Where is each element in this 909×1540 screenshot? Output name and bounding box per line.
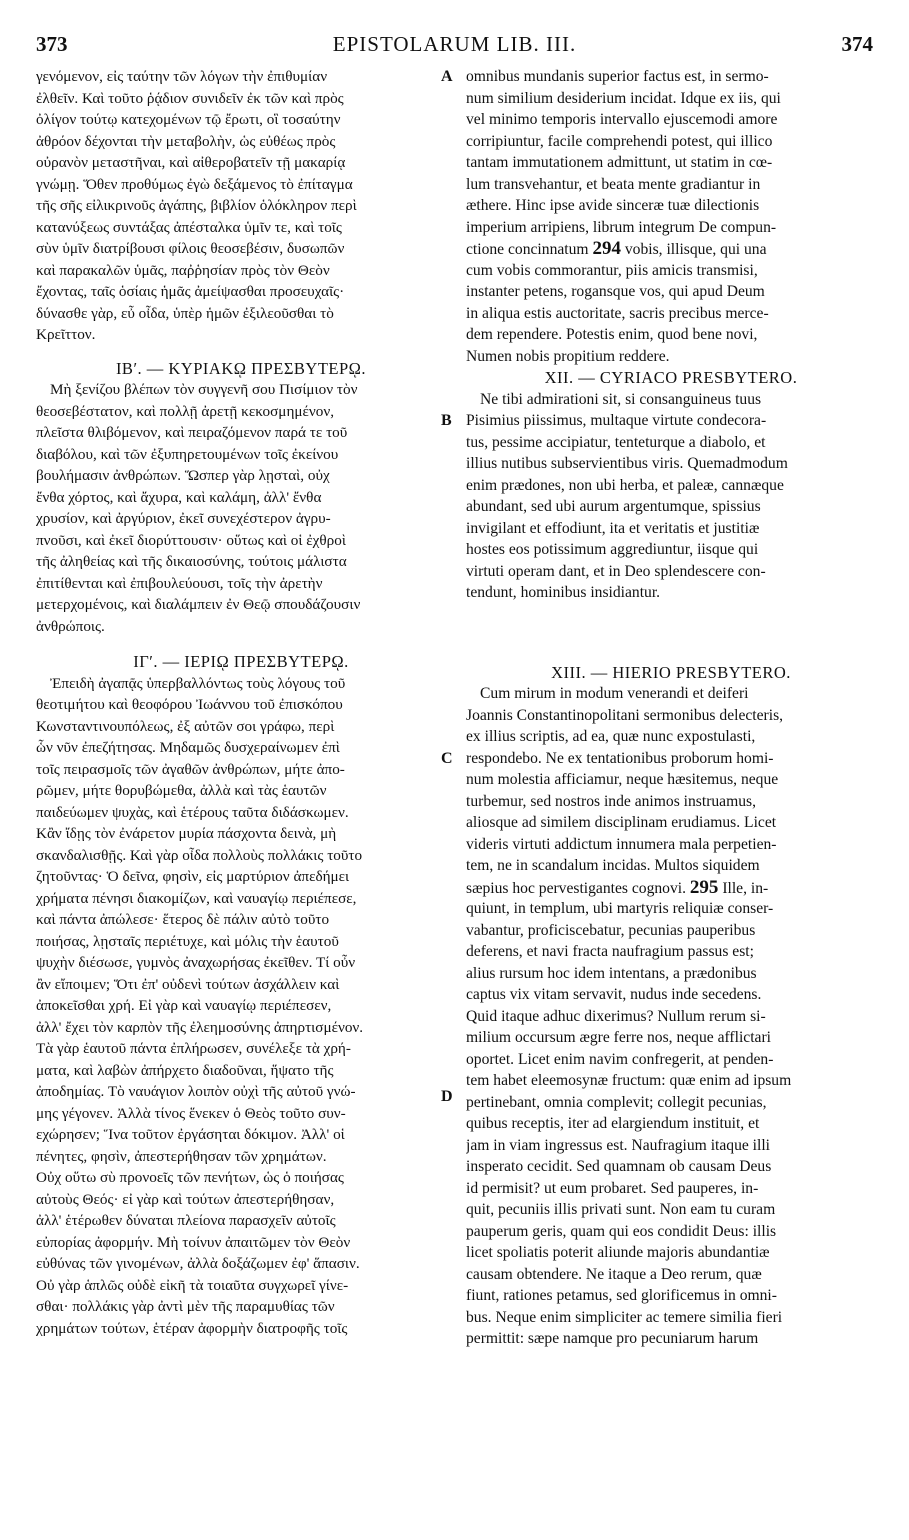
text-line: εὐπορίας ἀφορμήν. Μὴ τοίνυν ἀπαιτῶμεν τὸν Θεὸν — [36, 1233, 351, 1251]
page-header — [26, 32, 883, 60]
margin-letter-d: D — [441, 1088, 453, 1105]
text-line: quiunt, in templum, ubi martyris reliquiæ conser- — [466, 900, 774, 917]
text-line: εὐθύνας τῶν γινομένων, ἀλλὰ δοξάζωμεν ἐφ' ἅπασιν. — [36, 1255, 360, 1272]
text-line: κατανύξεως συντάξας ἀπέσταλκα ὑμῖν τε, καὶ τοῖς — [36, 218, 342, 236]
text-line: θεοτιμήτου καὶ θεοφόρου Ἰωάννου τοῦ ἐπισκόπου — [36, 696, 343, 713]
text-line: Μὴ ξενίζου βλέπων τὸν συγγενῆ σου Πισίμιον τὸν — [50, 381, 358, 398]
text-line: tus, pessime accipiatur, tenteturque a diabolo, et — [466, 433, 766, 451]
text-line: σὺν ὑμῖν διατρίβουσι φίλοις θεοσεβέσιν, δυσωπῶν — [36, 240, 345, 257]
text-line: pertinebant, omnia complevit; collegit pecunias, — [466, 1093, 767, 1111]
text-line: τῆς ἀληθείας καὶ τῆς δικαιοσύνης, τούτοις μάλιστα — [36, 553, 347, 570]
margin-letter-c: C — [441, 750, 453, 767]
text-line: fiunt, rationes petamus, sed glorificemus in omni- — [466, 1287, 777, 1304]
text-line: enim prædones, non ubi herba, et paleæ, cannæque — [466, 476, 784, 494]
text-line: πλεῖστα θλιβόμενον, καὶ πειραζόμενον παρά τε τοῦ — [36, 424, 348, 441]
text-line: Ἐπειδὴ ἀγαπᾷς ὑπερβαλλόντως τοὺς λόγους τοῦ — [50, 674, 346, 692]
text-line: tem, ne in scandalum incidas. Multos siquidem — [466, 857, 760, 874]
latin-letter12-heading: XII. — CYRIACO PRESBYTERO. — [544, 368, 798, 387]
text-line: instanter petens, rogansque vos, qui apud Deum — [466, 283, 765, 300]
greek-letter13-body — [36, 673, 446, 1340]
page-number-right: 374 — [841, 32, 873, 56]
greek-letter13-heading: ΙΓʹ. — ΙΕΡΙῼ ΠΡΕΣΒΥΤΕΡῼ. — [133, 652, 349, 671]
text-line: ματα, καὶ λαβὼν ἀπήρχετο διαδοῦναι, ἥψατο τῆς — [36, 1061, 334, 1079]
text-line: διαβόλου, καὶ τῶν ἐξυπηρετουμένων τοῖς ἐκείνου — [36, 445, 339, 463]
text-line: num similium desiderium incidat. Idque ex iis, qui — [466, 89, 781, 107]
text-line: turbemur, sed nostros inde animos instruamus, — [466, 792, 756, 810]
text-line: ἀνθρώποις. — [36, 617, 105, 635]
text-line: licet spoliatis poterit aliunde majoris abundantiæ — [466, 1244, 770, 1261]
text-line: quibus receptis, iter ad elargiendum instituit, et — [466, 1115, 760, 1132]
text-line: pauperum geris, quam qui eos condidit Deus: illis — [466, 1222, 777, 1240]
greek-column — [36, 66, 446, 1526]
text-line: ὀλίγον τούτῳ κατεχομένων τῷ ἔρωτι, οἳ τοσαύτην — [36, 111, 341, 128]
text-line: aliosque ad similem disciplinam erudiamus. Licet — [466, 814, 777, 831]
text-line: deferens, et navi fracta naufragium passus est; — [466, 943, 754, 960]
text-line: ἀλλ' ἔχει τὸν καρπὸν τῆς ἐλεημοσύνης ἀπηρτισμένον. — [36, 1018, 364, 1036]
latin-line-295-end: Ille, in- — [722, 879, 769, 897]
latin-letter13-body — [466, 683, 876, 877]
text-line: βουλήμασιν ἀνθρώπων. Ὥσπερ γὰρ λῃσταὶ, οὐχ — [36, 467, 330, 484]
text-line: ζητοῦντας· Ὁ δεῖνα, φησὶν, εἰς μαρτύριον ἀπεδήμει — [36, 868, 350, 885]
text-line: καὶ πάντα ἀπώλεσε· ἕτερος δὲ πάλιν αὐτὸ τοῦτο — [36, 911, 330, 928]
text-line: Τὰ γὰρ ἑαυτοῦ πάντα ἐπλήρωσεν, συνέλεξε τὰ χρή- — [36, 1040, 351, 1057]
latin-intro-paragraph-end — [466, 260, 876, 368]
text-line: bus. Neque enim simpliciter ac temere similia fieri — [466, 1308, 783, 1326]
text-line: vel minimo temporis intervallo ejuscemodi amore — [466, 111, 778, 128]
text-line: τῆς σῆς εἰλικρινοῦς ἀγάπης, βιβλίον ὁλόκληρον περὶ — [36, 197, 357, 214]
text-line: in aliqua estis auctoritate, sacris precibus merce- — [466, 304, 769, 322]
text-line: tantam immutationem admittunt, ut statim in cœ- — [466, 154, 773, 171]
text-line: tem habet eleemosynæ fructum: quæ enim ad ipsum — [466, 1072, 792, 1089]
text-line: πένητες, φησὶν, ἀπεστερήθησαν τῶν χρημάτων. — [36, 1147, 327, 1165]
text-line: χρημάτων τούτων, ἑτέραν ἀφορμὴν διατροφῆς τοῖς — [36, 1319, 348, 1337]
text-line: jam in viam ingressus est. Naufragium itaque illi — [466, 1136, 771, 1154]
text-line: Κρεῖττον. — [36, 326, 96, 343]
text-line: permittit: sæpe namque pro pecuniarum harum — [466, 1330, 759, 1347]
text-line: Quid itaque adhuc dixerimus? Nullum rerum si- — [466, 1007, 766, 1025]
text-line: σθαι· πολλάκις γὰρ ἀντὶ μὲν τῆς παραμυθίας τῶν — [36, 1298, 335, 1315]
margin-letter-a: A — [441, 68, 453, 85]
text-line: vabantur, proficiscebatur, pecunias pauperibus — [466, 921, 756, 939]
text-line: ἔνθα χόρτος, καὶ ἄχυρα, καὶ καλάμη, ἀλλ' ἔνθα — [36, 488, 322, 506]
text-line: Οὐχ οὕτω σὺ προνοεῖς τῶν πενήτων, ὡς ὁ ποιήσας — [36, 1169, 344, 1186]
text-line: γνώμῃ. Ὅθεν προθύμως ἐγὼ δεξάμενος τὸ ἐπίταγμα — [36, 175, 353, 193]
latin-intro-line-end: vobis, illisque, qui una — [624, 241, 767, 258]
latin-letter12-body — [466, 389, 876, 604]
text-line: ἀποκεῖσθαι χρή. Εἰ γὰρ καὶ ναυαγίῳ περιέπεσεν, — [36, 997, 332, 1014]
latin-line-with-295 — [466, 877, 876, 899]
text-line: cum vobis commorantur, piis amicis transmisi, — [466, 261, 758, 279]
text-line: ἀλλ' ἑτέρωθεν δύναται πλείονα παρασχεῖν αὐτοῖς — [36, 1212, 336, 1229]
text-line: videris virtuti addictum innumera mala perpetien- — [466, 835, 777, 853]
text-line: Joannis Constantinopolitani sermonibus delecteris, — [466, 706, 784, 724]
text-line: πνοῦσι, καὶ ἐκεῖ διορύττουσιν· οὕτως καὶ οἱ ἐχθροὶ — [36, 531, 346, 549]
text-line: θεοσεβέστατον, καὶ πολλῇ ἀρετῇ κεκοσμημένον, — [36, 402, 335, 420]
column-number-294: 294 — [592, 238, 621, 259]
text-line: corripiuntur, facile comprehendi potest, qui illico — [466, 132, 773, 150]
text-line: ψυχὴν διέσωσε, γυμνὸς ἀναχωρήσας ἐκεῖθεν. Τί οὖν — [36, 954, 356, 971]
text-line: τοῖς πειρασμοῖς τῶν ἀγαθῶν ἀνθρώπων, μήτε ἀπο- — [36, 760, 345, 778]
text-line: ἔχοντας, ταῖς ὁσίαις ἡμᾶς ἀμείψασθαι προσευχαῖς· — [36, 283, 345, 300]
text-line: quit, pecuniis illis privati sunt. Non eam tu curam — [466, 1201, 776, 1218]
text-line: num molestia afficiamur, neque hæsitemus, neque — [466, 771, 779, 788]
text-line: invigilant et effodiunt, ita et veritatis et justitiæ — [466, 519, 760, 537]
text-line: χρυσίον, καὶ ἀργύριον, ἐκεῖ συνεχέστερον ἀγρυ- — [36, 510, 331, 527]
text-line: illius nutibus subservientibus viris. Quemadmodum — [466, 455, 788, 472]
latin-column — [466, 66, 876, 1526]
text-line: Κἂν ἴδῃς τὸν ἐνάρετον μυρία πάσχοντα δεινὰ, μὴ — [36, 825, 337, 842]
text-line: milium occursum ægre ferre nos, neque afflictari — [466, 1029, 771, 1046]
text-line: γενόμενον, εἰς ταύτην τῶν λόγων τὴν ἐπιθυμίαν — [36, 68, 328, 85]
text-line: virtuti operam dant, et in Deo splendescere con- — [466, 562, 766, 580]
text-line: ποιήσας, λῃσταῖς περιέτυχε, καὶ μόλις τὴν ἑαυτοῦ — [36, 932, 339, 950]
page-number-left: 373 — [36, 32, 68, 56]
text-line: Ne tibi admirationi sit, si consanguineus tuus — [480, 390, 762, 408]
text-line: ex illius scriptis, ad ea, quæ nunc expostulasti, — [466, 728, 756, 745]
text-line: Cum mirum in modum venerandi et deiferi — [480, 685, 749, 702]
text-line: καὶ παρακαλῶν ὑμᾶς, παῤῥησίαν πρὸς τὸν Θεὸν — [36, 261, 330, 279]
text-line: Οὐ γὰρ ἁπλῶς οὐδὲ εἰκῆ τὰ τοιαῦτα συγχωρεῖ γίνε- — [36, 1276, 349, 1294]
text-line: Κωνσταντινουπόλεως, ἐξ αὐτῶν σοι γράφω, περὶ — [36, 717, 335, 735]
text-line: insperato cecidit. Sed quamnam ob causam Deus — [466, 1158, 772, 1175]
text-line: ἀποδημίας. Τὸ ναυάγιον λοιπὸν οὐχὶ τῆς αὐτοῦ γνώ- — [36, 1083, 356, 1100]
text-line: Pisimius piissimus, multaque virtute condecora- — [466, 412, 767, 429]
text-line: abundant, sed ubi aurum argentumque, spissius — [466, 498, 761, 515]
text-line: μετερχομένοις, καὶ διαλάμπειν ἐν Θεῷ σπουδάζουσιν — [36, 596, 361, 613]
text-line: imperium arripiens, librum integrum De compun- — [466, 218, 777, 236]
text-line: captus vix vitam servavit, nudus inde secedens. — [466, 986, 762, 1003]
text-line: æthere. Hinc ipse avide sinceræ tuæ dilectionis — [466, 197, 760, 214]
text-line: μης γέγονεν. Ἀλλὰ τίνος ἕνεκεν ὁ Θεὸς τοῦτο συν- — [36, 1104, 346, 1122]
text-line: ἂν εἴποιμεν; Ὅτι ἐπ' οὐδενὶ τούτων ἀσχάλλειν καὶ — [36, 975, 340, 993]
greek-letter12-heading: ΙΒʹ. — ΚΥΡΙΑΚῼ ΠΡΕΣΒΥΤΕΡῼ. — [115, 358, 367, 378]
column-number-295: 295 — [689, 876, 719, 898]
text-line: causam obtendere. Ne itaque a Deo rerum, quæ — [466, 1265, 762, 1283]
text-line: ρῶμεν, μήτε θορυβώμεθα, ἀλλὰ καὶ τὰς ἑαυτῶν — [36, 782, 327, 799]
text-line: id permisit? ut eum probaret. Sed pauperes, in- — [466, 1179, 759, 1197]
text-line: respondebo. Ne ex tentationibus proborum homi- — [466, 749, 774, 767]
text-line: hostes eos potissimum aggrediuntur, iisque qui — [466, 541, 759, 558]
text-line: ἐλθεῖν. Καὶ τοῦτο ῥᾴδιον συνιδεῖν ἐκ τῶν καὶ πρὸς — [36, 89, 344, 107]
text-line: lum transvehantur, et beata mente gradiantur in — [466, 175, 761, 193]
latin-intro-paragraph — [466, 66, 876, 238]
text-line: alius rursum hoc idem intentans, a prædonibus — [466, 964, 757, 982]
text-line: dem rependere. Potestis enim, quod bene novi, — [466, 326, 758, 343]
text-line: εχώρησεν; Ἵνα τοῦτον ἐργάσηται δόκιμον. Ἀλλ' οἱ — [36, 1126, 345, 1143]
margin-letter-b: B — [441, 412, 452, 429]
running-title: EPISTOLARUM LIB. III. — [332, 32, 577, 56]
text-line: oportet. Licet enim navim confregerit, at penden- — [466, 1050, 774, 1068]
text-line: αὐτοὺς Θεός· εἰ γὰρ καὶ τούτων ἀπεστερήθησαν, — [36, 1190, 335, 1208]
latin-intro-line-start: ctione concinnatum — [466, 241, 589, 258]
text-line: omnibus mundanis superior factus est, in sermo- — [466, 68, 769, 85]
text-line: χρήματα πένησι διακομίζων, καὶ ναυαγίῳ περιέπεσε, — [36, 889, 357, 907]
text-line: οὐρανὸν μεταστῆναι, καὶ αἰθεροβατεῖν τῇ μακαρίᾳ — [36, 154, 346, 171]
latin-intro-line-with-294 — [466, 238, 876, 260]
text-line: σκανδαλισθῇς. Καὶ γὰρ οἶδα πολλοὺς πολλάκις τοῦτο — [36, 846, 363, 864]
greek-intro-paragraph — [36, 66, 446, 346]
greek-letter12-body — [36, 379, 446, 637]
text-line: Numen nobis propitium reddere. — [466, 347, 670, 365]
text-line: tendunt, hominibus insidiantur. — [466, 584, 661, 601]
text-line: παιδεύωμεν ψυχὰς, καὶ ἑτέρους ταῦτα διδάσκωμεν. — [36, 803, 349, 821]
latin-line-295-start: sæpius hoc pervestigantes cognovi. — [466, 879, 687, 897]
text-line: ἐπιτίθενται καὶ ἐπιβουλεύουσι, τοῖς τὴν ἀρετὴν — [36, 574, 323, 592]
latin-letter13-heading: XIII. — HIERIO PRESBYTERO. — [551, 662, 791, 682]
text-line: ἀθρόον δέχονται τὴν μεταβολὴν, ὡς εὐθέως πρὸς — [36, 132, 336, 150]
text-line: ὧν νῦν ἐπεζήτησας. Μηδαμῶς δυσχεραίνωμεν ἐπὶ — [36, 739, 340, 756]
latin-letter13-body-continued — [466, 898, 876, 1350]
text-line: δύνασθε γὰρ, εὖ οἶδα, ὑπὲρ ἡμῶν ἐξιλεοῦσθαι τὸ — [36, 304, 334, 322]
